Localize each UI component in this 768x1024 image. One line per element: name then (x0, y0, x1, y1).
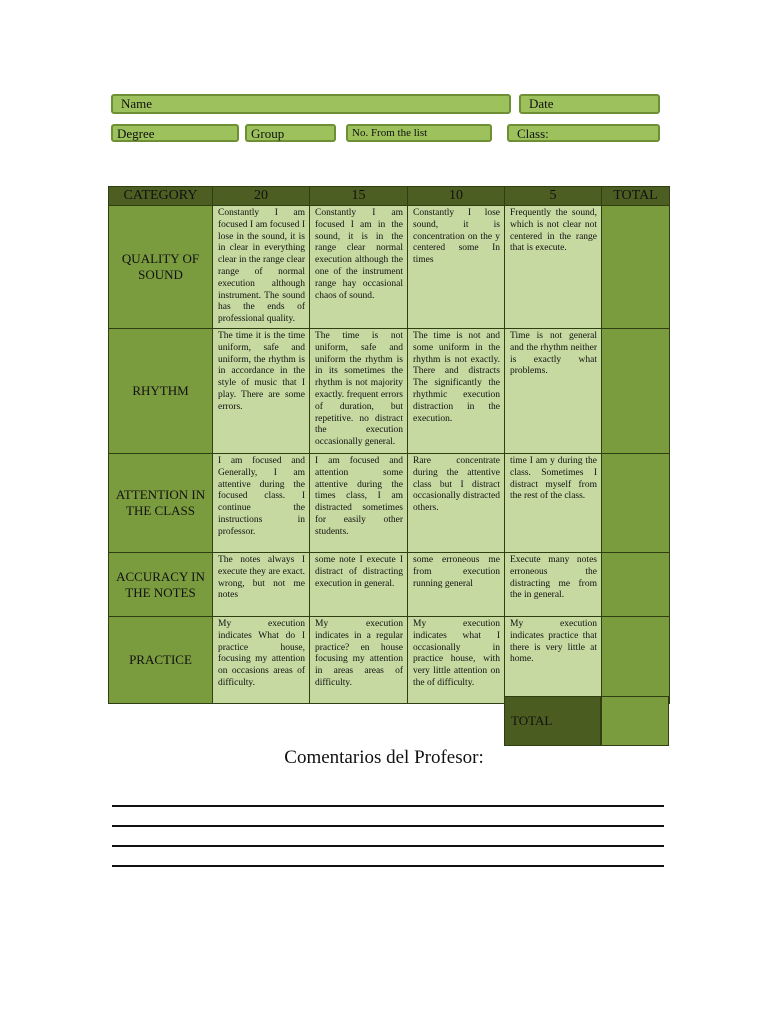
score-total-cell[interactable] (602, 553, 670, 617)
score-total-cell[interactable] (602, 329, 670, 454)
criterion-cell: The time is not and some uniform in the rhythm is not exactly. There and distracts The significantly the rhythmic execution distraction in the execution. (408, 329, 505, 454)
list-number-field[interactable] (346, 124, 492, 142)
header-15: 15 (310, 187, 408, 206)
grand-total-label: TOTAL (504, 696, 601, 746)
rubric-row-attention (109, 454, 670, 553)
header-category: CATEGORY (109, 187, 213, 206)
category-rhythm: RHYTHM (109, 329, 213, 454)
criterion-cell: Constantly I am focused I am focused I lose in the sound, it is in clear in everything clear in the range clear range of normal execution although instrument. The sound has the ends of professional quality. (213, 206, 310, 329)
criterion-cell: My execution indicates What do I practice house, focusing my attention on occasions areas of difficulty. (213, 617, 310, 704)
group-label: Group (251, 126, 285, 141)
header-5: 5 (505, 187, 602, 206)
criterion-cell: Constantly I lose sound, it is concentration on the y centered some In times (408, 206, 505, 329)
date-field[interactable] (519, 94, 660, 114)
criterion-cell: some note I execute I distract of distracting execution in general. (310, 553, 408, 617)
criterion-cell: My execution indicates practice that there is very little at home. (505, 617, 602, 704)
criterion-cell: time I am y during the class. Sometimes I distract myself from the rest of the class. (505, 454, 602, 553)
category-quality-of-sound: QUALITY OF SOUND (109, 206, 213, 329)
rubric-row-accuracy (109, 553, 670, 617)
class-label: Class: (517, 126, 549, 141)
header-20: 20 (213, 187, 310, 206)
score-total-cell[interactable] (602, 454, 670, 553)
criterion-cell: My execution indicates what I occasionally in practice house, with very little attention on the of difficulty. (408, 617, 505, 704)
score-total-cell[interactable] (602, 617, 670, 704)
criterion-cell: Execute many notes erroneous the distracting me from the in general. (505, 553, 602, 617)
criterion-cell: Frequently the sound, which is not clear not centered in the range that is execute. (505, 206, 602, 329)
score-total-cell[interactable] (602, 206, 670, 329)
degree-field[interactable] (111, 124, 239, 142)
group-field[interactable] (245, 124, 336, 142)
grand-total-box[interactable] (601, 696, 669, 746)
name-label: Name (121, 96, 153, 111)
criterion-cell: The time is not uniform, safe and uniform the rhythm is in its sometimes the rhythm is not majority exactly. frequent errors of duration, but repetitive. no distract the execution occasionally general. (310, 329, 408, 454)
category-practice: PRACTICE (109, 617, 213, 704)
criterion-cell: The time it is the time uniform, safe and uniform, the rhythm is in accordance in the style of music that I play. There are some errors. (213, 329, 310, 454)
criterion-cell: I am focused and attention some attentive during the times class, I am distracted sometimes for easily other students. (310, 454, 408, 553)
comment-line[interactable] (112, 805, 664, 807)
criterion-cell: some erroneous me from execution running general (408, 553, 505, 617)
category-attention-in-the-class: ATTENTION IN THE CLASS (109, 454, 213, 553)
comment-line[interactable] (112, 845, 664, 847)
header-total: TOTAL (602, 187, 670, 206)
criterion-cell: I am focused and Generally, I am attentive during the focused class. I continue the instructions in professor. (213, 454, 310, 553)
rubric-row-practice (109, 617, 670, 704)
degree-label: Degree (117, 126, 155, 141)
rubric-header-row (109, 187, 670, 206)
criterion-cell: My execution indicates in a regular practice? en house focusing my attention in areas areas of difficulty. (310, 617, 408, 704)
criterion-cell: Time is not general and the rhythm neither is exactly what problems. (505, 329, 602, 454)
list-number-label: No. From the list (352, 127, 428, 139)
comment-line[interactable] (112, 865, 664, 867)
criterion-cell: The notes always I execute they are exact. wrong, but not me notes (213, 553, 310, 617)
criterion-cell: Constantly I am focused I am in the sound, it is in the range clear normal execution although the one of the instrument range hay occasional chaos of sound. (310, 206, 408, 329)
comments-heading: Comentarios del Profesor: (284, 747, 484, 768)
name-field[interactable] (111, 94, 511, 114)
header-10: 10 (408, 187, 505, 206)
rubric-table (108, 186, 670, 704)
date-label: Date (529, 96, 554, 111)
rubric-row-quality-of-sound (109, 206, 670, 329)
criterion-cell: Rare concentrate during the attentive class but I distract occasionally distracted others. (408, 454, 505, 553)
class-field[interactable] (507, 124, 660, 142)
rubric-row-rhythm (109, 329, 670, 454)
comment-line[interactable] (112, 825, 664, 827)
category-accuracy-in-the-notes: ACCURACY IN THE NOTES (109, 553, 213, 617)
